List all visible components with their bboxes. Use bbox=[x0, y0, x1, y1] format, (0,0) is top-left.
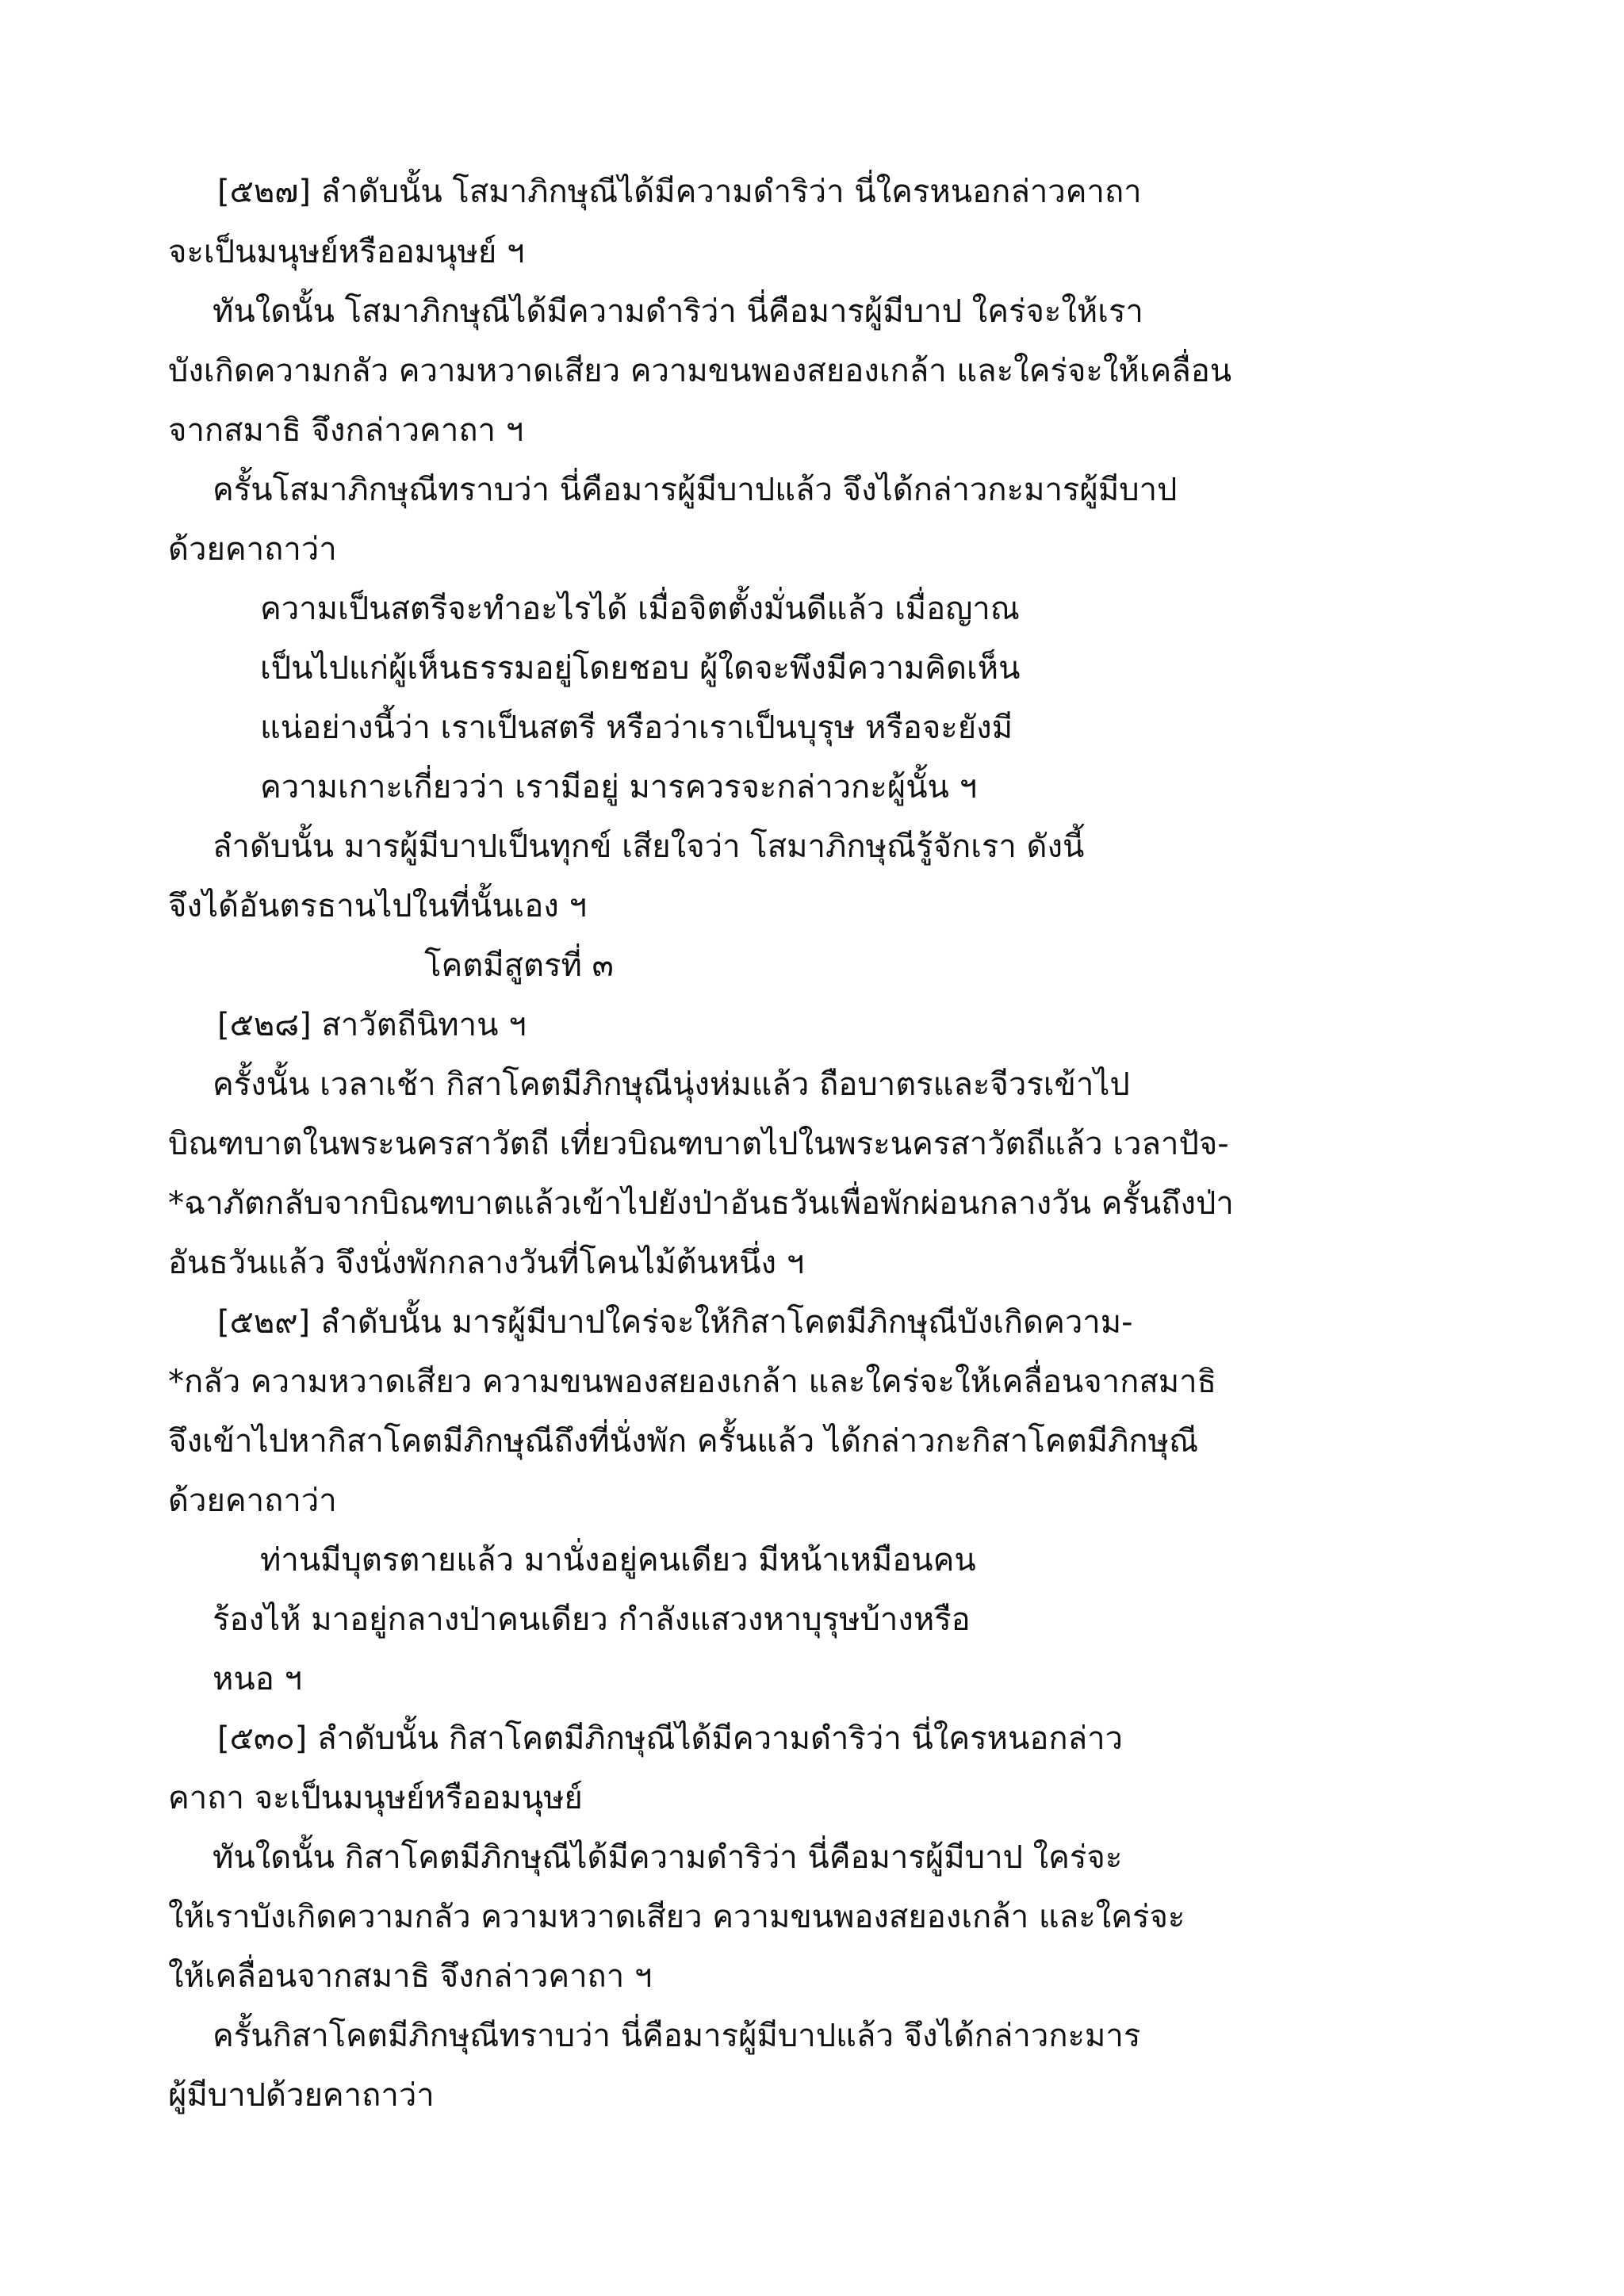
verse-line: ความเป็นสตรีจะทำอะไรได้ เมื่อจิตตั้งมั่นดีแล้ว เมื่อญาณ bbox=[260, 591, 1020, 627]
text-line: [๕๒๘] สาวัตถีนิทาน ฯ bbox=[217, 1007, 527, 1043]
verse-line: เป็นไปแก่ผู้เห็นธรรมอยู่โดยชอบ ผู้ใดจะพึงมีความคิดเห็น bbox=[260, 650, 1021, 687]
text-line: [๕๒๙] ลำดับนั้น มารผู้มีบาปใคร่จะให้กิสาโคตมีภิกษุณีบังเกิดความ- bbox=[217, 1304, 1133, 1341]
text-line: คาถา จะเป็นมนุษย์หรืออมนุษย์ bbox=[168, 1780, 583, 1816]
text-line: [๕๓๐] ลำดับนั้น กิสาโคตมีภิกษุณีได้มีความดำริว่า นี่ใครหนอกล่าว bbox=[217, 1720, 1124, 1757]
text-line: ครั้นกิสาโคตมีภิกษุณีทราบว่า นี่คือมารผู้มีบาปแล้ว จึงได้กล่าวกะมาร bbox=[213, 2018, 1141, 2054]
text-line: ให้เคลื่อนจากสมาธิ จึงกล่าวคาถา ฯ bbox=[168, 1958, 653, 1995]
text-line: จะเป็นมนุษย์หรืออมนุษย์ ฯ bbox=[168, 234, 525, 270]
text-line: จึงเข้าไปหากิสาโคตมีภิกษุณีถึงที่นั่งพัก ครั้นแล้ว ได้กล่าวกะกิสาโคตมีภิกษุณี bbox=[168, 1423, 1199, 1460]
text-line: ครั้นโสมาภิกษุณีทราบว่า นี่คือมารผู้มีบาปแล้ว จึงได้กล่าวกะมารผู้มีบาป bbox=[213, 472, 1178, 508]
text-line: [๕๒๗] ลำดับนั้น โสมาภิกษุณีได้มีความดำริว่า นี่ใครหนอกล่าวคาถา bbox=[217, 174, 1142, 210]
verse-line: แน่อย่างนี้ว่า เราเป็นสตรี หรือว่าเราเป็นบุรุษ หรือจะยังมี bbox=[260, 710, 1013, 746]
verse-line: ร้องไห้ มาอยู่กลางป่าคนเดียว กำลังแสวงหาบุรุษบ้างหรือ bbox=[213, 1601, 971, 1638]
text-line: อันธวันแล้ว จึงนั่งพักกลางวันที่โคนไม้ต้นหนึ่ง ฯ bbox=[168, 1245, 805, 1281]
text-line: บังเกิดความกลัว ความหวาดเสียว ความขนพองสยองเกล้า และใคร่จะให้เคลื่อน bbox=[168, 353, 1232, 389]
text-line: ด้วยคาถาว่า bbox=[168, 1483, 337, 1519]
text-line: จึงได้อันตรธานไปในที่นั้นเอง ฯ bbox=[168, 888, 587, 924]
verse-line: ความเกาะเกี่ยวว่า เรามีอยู่ มารควรจะกล่าวกะผู้นั้น ฯ bbox=[260, 769, 978, 806]
text-line: ทันใดนั้น โสมาภิกษุณีได้มีความดำริว่า นี่คือมารผู้มีบาป ใคร่จะให้เรา bbox=[213, 293, 1143, 330]
verse-line: ท่านมีบุตรตายแล้ว มานั่งอยู่คนเดียว มีหน้าเหมือนคน bbox=[260, 1542, 976, 1578]
text-line: บิณฑบาตในพระนครสาวัตถี เที่ยวบิณฑบาตไปในพระนครสาวัตถีแล้ว เวลาปัจ- bbox=[168, 1126, 1229, 1162]
text-line: จากสมาธิ จึงกล่าวคาถา ฯ bbox=[168, 412, 524, 449]
text-line: ด้วยคาถาว่า bbox=[168, 531, 337, 568]
text-line: ให้เราบังเกิดความกลัว ความหวาดเสียว ความขนพองสยองเกล้า และใคร่จะ bbox=[168, 1899, 1185, 1935]
text-line: ลำดับนั้น มารผู้มีบาปเป็นทุกข์ เสียใจว่า โสมาภิกษุณีรู้จักเรา ดังนี้ bbox=[213, 828, 1085, 865]
text-line: ครั้งนั้น เวลาเช้า กิสาโคตมีภิกษุณีนุ่งห่มแล้ว ถือบาตรและจีวรเข้าไป bbox=[213, 1066, 1130, 1103]
verse-line: หนอ ฯ bbox=[213, 1661, 302, 1697]
text-line: *ฉาภัตกลับจากบิณฑบาตแล้วเข้าไปยังป่าอันธวันเพื่อพักผ่อนกลางวัน ครั้นถึงป่า bbox=[168, 1185, 1234, 1222]
section-heading: โคตมีสูตรที่ ๓ bbox=[424, 947, 614, 984]
text-line: *กลัว ความหวาดเสียว ความขนพองสยองเกล้า และใคร่จะให้เคลื่อนจากสมาธิ bbox=[168, 1364, 1217, 1400]
text-line: ทันใดนั้น กิสาโคตมีภิกษุณีได้มีความดำริว่า นี่คือมารผู้มีบาป ใคร่จะ bbox=[213, 1839, 1123, 1876]
text-line: ผู้มีบาปด้วยคาถาว่า bbox=[168, 2077, 435, 2114]
